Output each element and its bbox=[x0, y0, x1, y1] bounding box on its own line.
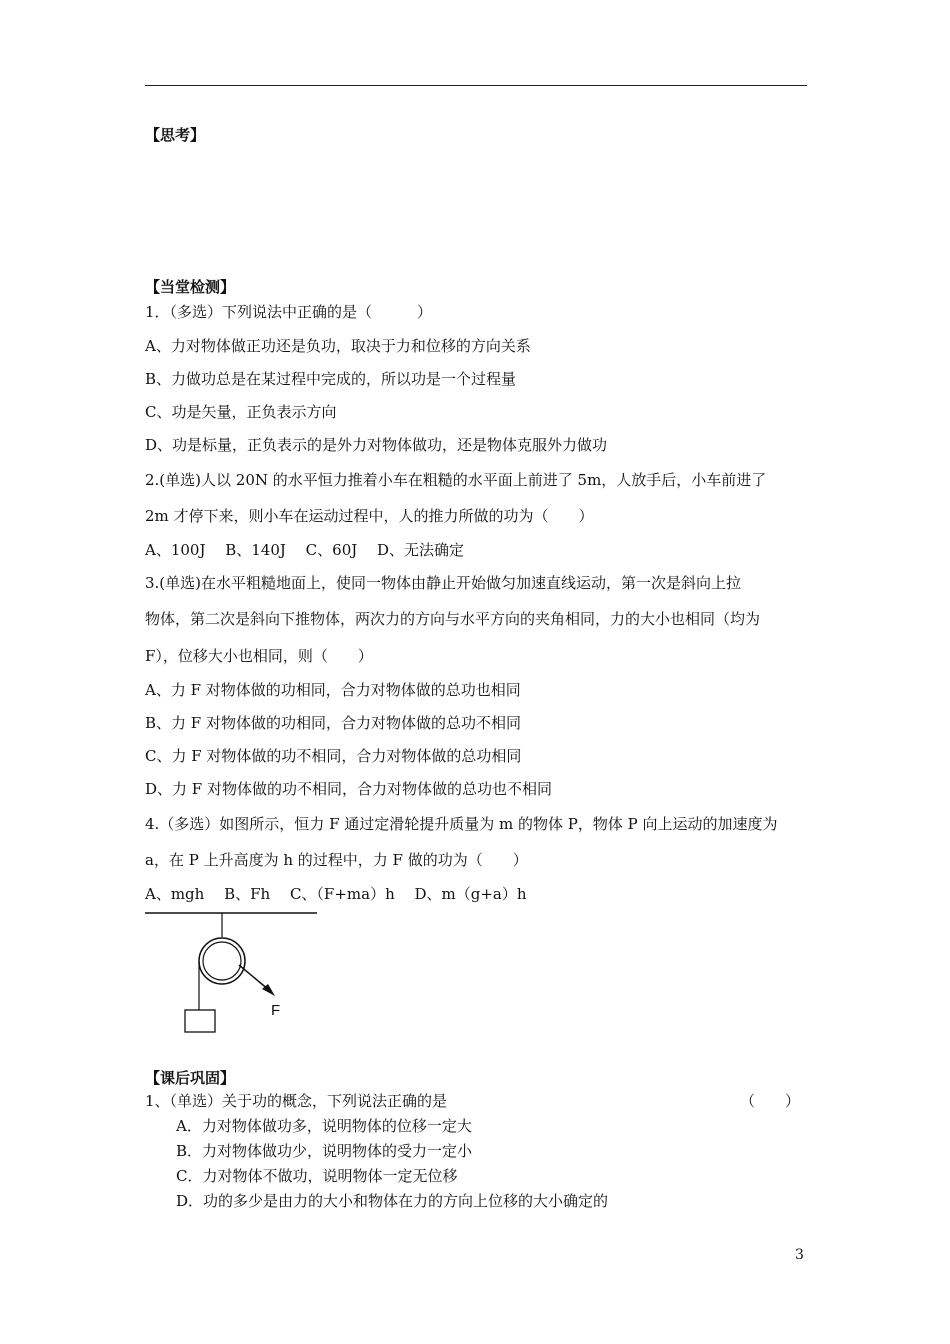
pulley-figure bbox=[145, 905, 325, 1040]
q1-option-c: C、功是矢量，正负表示方向 bbox=[145, 403, 337, 421]
q4-options: A、mgh B、Fh C、（F+ma）h D、m（g+a）h bbox=[145, 885, 527, 903]
q4-stem-line1: 4.（多选）如图所示，恒力 F 通过定滑轮提升质量为 m 的物体 P，物体 P 向上运动的加速度为 bbox=[145, 815, 778, 833]
after-q1-stem: 1、（单选）关于功的概念，下列说法正确的是 bbox=[145, 1092, 448, 1110]
pulley-outer bbox=[199, 938, 245, 984]
force-label: F bbox=[271, 1002, 281, 1019]
after-q1-option-d: D．功的多少是由力的大小和物体在力的方向上位移的大小确定的 bbox=[176, 1192, 609, 1210]
q1-option-d: D、功是标量，正负表示的是外力对物体做功，还是物体克服外力做功 bbox=[145, 436, 608, 454]
block-p bbox=[185, 1010, 215, 1032]
q3-option-d: D、力 F 对物体做的功不相同，合力对物体做的总功也不相同 bbox=[145, 780, 552, 798]
section-think-heading: 【思考】 bbox=[145, 126, 206, 144]
q3-stem-line1: 3.(单选)在水平粗糙地面上，使同一物体由静止开始做匀加速直线运动，第一次是斜向上拉 bbox=[145, 574, 742, 592]
section-after-heading: 【课后巩固】 bbox=[145, 1069, 236, 1087]
after-q1-answer-paren: （ ） bbox=[740, 1092, 801, 1110]
q2-stem-line2: 2m 才停下来，则小车在运动过程中，人的推力所做的功为（ ） bbox=[145, 507, 594, 525]
q3-option-b: B、力 F 对物体做的功相同，合力对物体做的总功不相同 bbox=[145, 714, 521, 732]
q2-stem-line1: 2.(单选)人以 20N 的水平恒力推着小车在粗糙的水平面上前进了 5m，人放手后，小车前进了 bbox=[145, 471, 767, 489]
after-q1-option-b: B．力对物体做功少，说明物体的受力一定小 bbox=[176, 1142, 473, 1160]
section-check-heading: 【当堂检测】 bbox=[145, 278, 236, 296]
after-q1-option-a: A．力对物体做功多，说明物体的位移一定大 bbox=[176, 1117, 472, 1135]
pulley-inner bbox=[203, 942, 241, 980]
force-arrow-shaft bbox=[239, 965, 269, 990]
q1-stem: 1．（多选）下列说法中正确的是（ ） bbox=[145, 303, 433, 321]
q2-options: A、100J B、140J C、60J D、无法确定 bbox=[145, 541, 465, 559]
page-number: 3 bbox=[795, 1247, 804, 1263]
header-rule bbox=[145, 85, 807, 86]
q1-option-a: A、力对物体做正功还是负功，取决于力和位移的方向关系 bbox=[145, 337, 531, 355]
q4-stem-line2: a，在 P 上升高度为 h 的过程中，力 F 做的功为（ ） bbox=[145, 851, 528, 869]
q3-stem-line3: F），位移大小也相同，则（ ） bbox=[145, 647, 373, 665]
after-q1-option-c: C．力对物体不做功，说明物体一定无位移 bbox=[176, 1167, 458, 1185]
q1-option-b: B、力做功总是在某过程中完成的，所以功是一个过程量 bbox=[145, 370, 517, 388]
q3-option-a: A、力 F 对物体做的功相同，合力对物体做的总功也相同 bbox=[145, 681, 521, 699]
q3-stem-line2: 物体，第二次是斜向下推物体，两次力的方向与水平方向的夹角相同，力的大小也相同（均为 bbox=[145, 610, 761, 628]
q3-option-c: C、力 F 对物体做的功不相同，合力对物体做的总功相同 bbox=[145, 747, 522, 765]
